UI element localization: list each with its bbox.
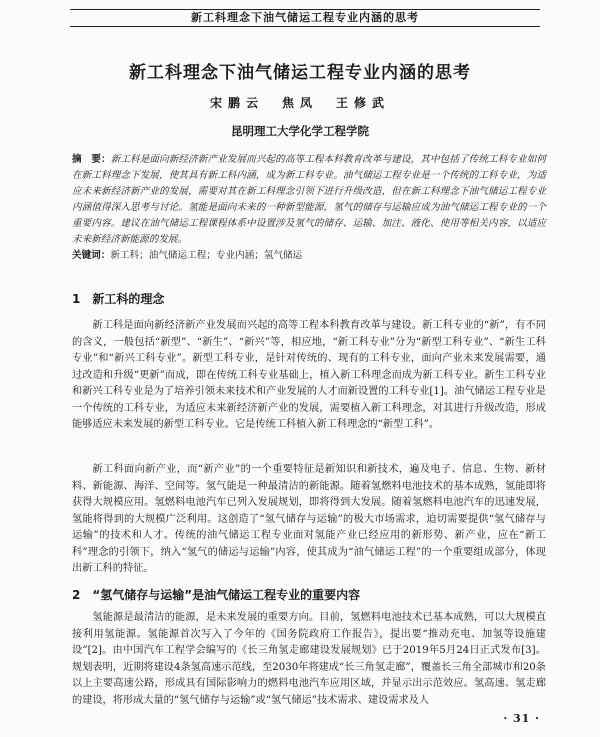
section-2-heading: 2 “氢气储存与运输”是油气储运工程专业的重要内容 — [72, 588, 361, 602]
abstract — [72, 152, 546, 248]
section-1-paragraph-2: 新工科面向新产业，而“新产业”的一个重要特征是新知识和新技术，遍及电子、信息、生物、新材料、新能源、海洋、空间等。氢气能是一种最清洁的新能源。随着氢燃料电池技术的基本成熟，氢能即将获得大规模应用。氢燃料电池汽车已列入发展规划，即将得到大发展。随着氢燃料电池汽车的迅速发展，氢能将得到的大规模广泛利用。这创造了“氢气储存与运输”的极大市场需求，迫切需要提供“氢气储存与运输”的技术和人才。传统的油气储运工程专业面对氢能产业已经应用的新形势、新产业，应在“新工科”理念的引领下，纳入“氢气的储运与运输”内容，使其成为“油气储运工程”的一个重要组成部分，体现出新工科的特征。 — [72, 464, 546, 574]
keywords-label: 关键词： — [72, 250, 111, 261]
paper-title: 新工科理念下油气储运工程专业内涵的思考 — [129, 63, 471, 83]
section-1-paragraph-1: 新工科是面向新经济新产业发展而兴起的高等工程本科教育改革与建设。新工科专业的“新”，有不同的含义，一般包括“新型”、“新生”、“新兴”等，相应地，“新工科专业”分为“新型工科专业”、“新生工科专业”和“新兴工科专业”。新型工科专业，是针对传统的、现有的工科专业，面向产业未来发展需要，通过改造和升级“更新”而成，即在传统工科专业基础上，植入新工科理念而成为新工科专业。新生工科专业和新兴工科专业是为了培养引领未来技术和产业发展的人才而新设置的工科专业[1]。油气储运工程专业是一个传统的工科专业，为适应未来新经济新产业的发展，需要植入新工科理念，对其进行升级改造，形成能够适应未来发展的新型工科专业。它是传统工科植入新工科理念的“新型工科”。 — [72, 320, 546, 430]
affiliation: 昆明理工大学化学工程学院 — [231, 124, 369, 138]
abstract-label: 摘 要： — [72, 154, 111, 165]
abstract-text: 新工科是面向新经济新产业发展而兴起的高等工程本科教育改革与建设，其中包括了传统工科专业如何在新工科理念下发展，使其具有新工科内涵，成为新工科专业。油气储运工程专业是一个传统的工科专业，为适应未来新经济新产业的发展，需要对其在新工科理念引领下进行升级改造，但在新工科理念下油气储运工程专业内涵值得深入思考与讨论。氢能是面向未来的一种新型能源，氢气的储存与运输应成为油气储运工程专业的一个重要内容。建议在油气储运工程课程体系中设置涉及氢气的储存、运输、加注、液化、使用等相关内容，以适应未来新经济新能源的发展。 — [72, 154, 547, 245]
section-1-heading: 1 新工科的理念 — [72, 292, 165, 306]
keywords — [72, 248, 546, 264]
keywords-text: 新工科；油气储运工程；专业内涵；氢气储运 — [110, 250, 303, 261]
authors: 宋鹏云 焦凤 王修武 — [209, 96, 390, 110]
running-header: 新工科理念下油气储运工程专业内涵的思考 — [70, 9, 540, 27]
section-2-paragraph-1: 氢能源是最清洁的能源，是未来发展的重要方向。目前，氢燃料电池技术已基本成熟，可以大规模直接利用氢能源。氢能源首次写入了今年的《国务院政府工作报告》，提出要“推动充电、加氢等设施建设”[2]。由中国汽车工程学会编写的《长三角氢走廊建设发展规划》已于2019年5月24日正式发布[3]。规划表明，近期将建设4条氢高速示范线，至2030年将建成“长三角氢走廊”，覆盖长三角全部城市和20条以上主要高速公路，形成具有国际影响力的燃料电池汽车应用区域，并显示出示范效应。氢高速、氢走廊的建设，将形成大量的“氢气储存与运输”或“氢气储运”技术需求、建设需求及人 — [72, 612, 546, 706]
page-number: · 31 · — [503, 712, 540, 725]
